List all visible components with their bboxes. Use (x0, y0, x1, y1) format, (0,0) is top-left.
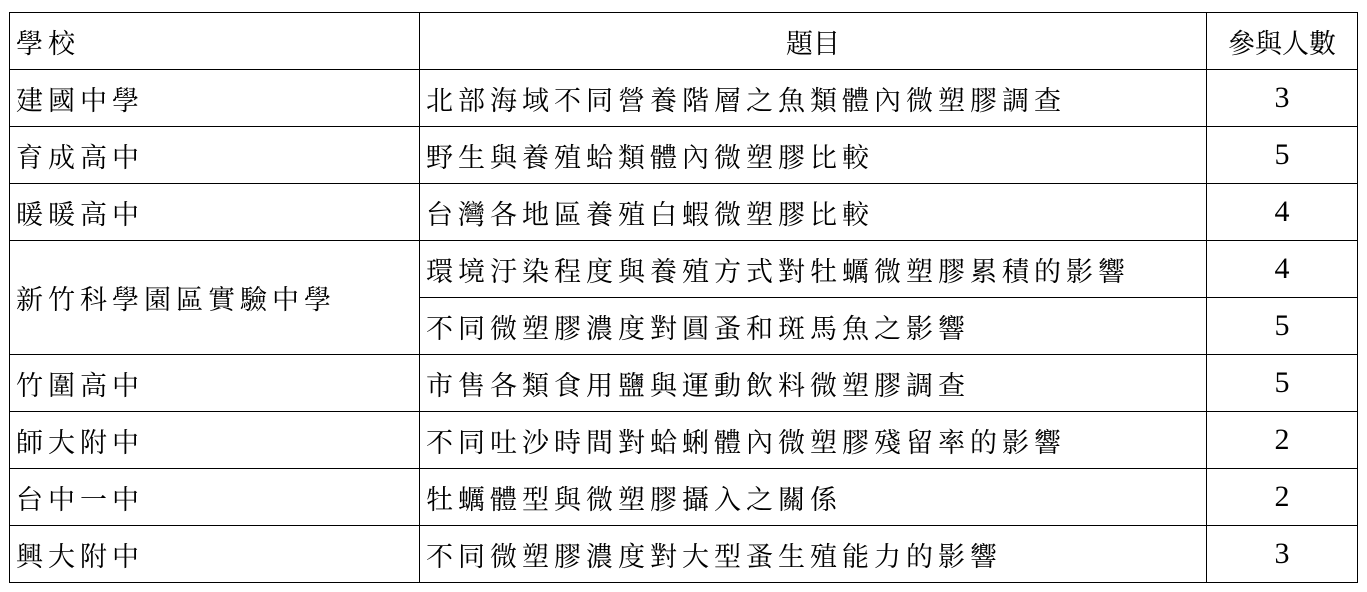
count-cell: 3 (1207, 70, 1358, 127)
count-cell: 4 (1207, 241, 1358, 298)
header-school: 學校 (10, 13, 420, 70)
count-cell: 5 (1207, 298, 1358, 355)
table-row (10, 526, 1358, 583)
header-count: 參與人數 (1207, 13, 1358, 70)
topic-cell: 環境汙染程度與養殖方式對牡蠣微塑膠累積的影響 (420, 241, 1207, 298)
table-row (10, 469, 1358, 526)
topic-cell: 不同微塑膠濃度對大型蚤生殖能力的影響 (420, 526, 1207, 583)
school-topics-table (9, 12, 1358, 583)
topic-cell: 北部海域不同營養階層之魚類體內微塑膠調查 (420, 70, 1207, 127)
table-row (10, 412, 1358, 469)
count-cell: 3 (1207, 526, 1358, 583)
count-cell: 4 (1207, 184, 1358, 241)
table-container (9, 12, 1358, 583)
topic-cell: 不同吐沙時間對蛤蜊體內微塑膠殘留率的影響 (420, 412, 1207, 469)
table-row (10, 70, 1358, 127)
count-cell: 5 (1207, 355, 1358, 412)
school-cell: 竹圍高中 (10, 355, 420, 412)
table-row (10, 127, 1358, 184)
school-cell: 暖暖高中 (10, 184, 420, 241)
topic-cell: 牡蠣體型與微塑膠攝入之關係 (420, 469, 1207, 526)
count-cell: 2 (1207, 412, 1358, 469)
count-cell: 2 (1207, 469, 1358, 526)
school-cell: 建國中學 (10, 70, 420, 127)
table-row (10, 355, 1358, 412)
table-row (10, 241, 1358, 298)
school-cell: 台中一中 (10, 469, 420, 526)
header-row (10, 13, 1358, 70)
topic-cell: 野生與養殖蛤類體內微塑膠比較 (420, 127, 1207, 184)
topic-cell: 市售各類食用鹽與運動飲料微塑膠調查 (420, 355, 1207, 412)
school-cell: 新竹科學園區實驗中學 (10, 241, 420, 355)
header-topic: 題目 (420, 13, 1207, 70)
topic-cell: 不同微塑膠濃度對圓蚤和斑馬魚之影響 (420, 298, 1207, 355)
school-cell: 育成高中 (10, 127, 420, 184)
table-row (10, 184, 1358, 241)
school-cell: 興大附中 (10, 526, 420, 583)
topic-cell: 台灣各地區養殖白蝦微塑膠比較 (420, 184, 1207, 241)
school-cell: 師大附中 (10, 412, 420, 469)
count-cell: 5 (1207, 127, 1358, 184)
